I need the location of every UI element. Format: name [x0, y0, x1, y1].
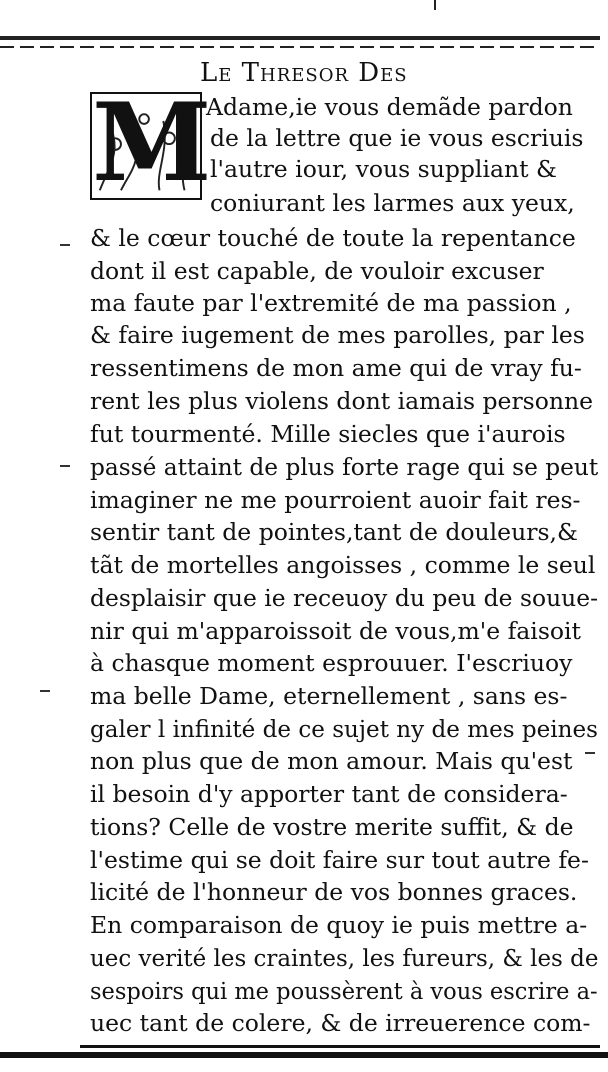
text-line: & faire iugement de mes parolles, par les: [90, 321, 585, 349]
margin-mark: [585, 752, 595, 754]
text-line: uec tant de colere, & de irreuerence com-: [90, 1009, 591, 1037]
text-line: licité de l'honneur de vos bonnes graces.: [90, 878, 578, 906]
text-line: dont il est capable, de vouloir excuser: [90, 257, 544, 285]
text-line: coniurant les larmes aux yeux,: [210, 189, 575, 217]
bottom-border-thin: [80, 1045, 600, 1048]
text-line: fut tourmenté. Mille siecles que i'aurois: [90, 420, 566, 448]
text-line: nir qui m'apparoissoit de vous,m'e faisoit: [90, 617, 581, 645]
text-line: il besoin d'y apporter tant de considera-: [90, 780, 568, 808]
text-line: uec verité les craintes, les fureurs, & les de: [90, 944, 599, 972]
top-edge-mark: [434, 0, 436, 10]
margin-mark: [40, 690, 50, 692]
running-header: Le Thresor Des: [200, 58, 408, 88]
top-border-rule: [0, 36, 600, 40]
text-line: non plus que de mon amour. Mais qu'est: [90, 747, 573, 775]
text-line: & le cœur touché de toute la repentance: [90, 224, 576, 252]
decorated-initial: [90, 80, 212, 206]
text-line: de la lettre que ie vous escriuis: [210, 124, 584, 152]
text-line: ma faute par l'extremité de ma passion ,: [90, 289, 572, 317]
dropcap-letter: M: [92, 80, 212, 206]
text-line: galer l infinité de ce sujet ny de mes peines: [90, 715, 598, 743]
text-line: l'autre iour, vous suppliant &: [210, 155, 557, 183]
text-line: sespoirs qui me poussèrent à vous escrire a-: [90, 977, 598, 1005]
text-line: l'estime qui se doit faire sur tout autre fe-: [90, 846, 589, 874]
text-line: tions? Celle de vostre merite suffit, & de: [90, 813, 574, 841]
text-line: rent les plus violens dont iamais personne: [90, 387, 594, 415]
top-border-dashes: [0, 46, 600, 48]
text-line: à chasque moment esprouuer. I'escriuoy: [90, 649, 573, 677]
text-line: desplaisir que ie receuoy du peu de souue-: [90, 584, 598, 612]
text-line: sentir tant de pointes,tant de douleurs,&: [90, 518, 578, 546]
text-line: imaginer ne me pourroient auoir fait res-: [90, 486, 581, 514]
text-line: tãt de mortelles angoisses , comme le seul: [90, 551, 596, 579]
text-line: ressentimens de mon ame qui de vray fu-: [90, 354, 582, 382]
text-line: Adame,ie vous demãde pardon: [206, 93, 573, 121]
margin-mark: [60, 465, 70, 467]
text-line: ma belle Dame, eternellement , sans es-: [90, 682, 568, 710]
bottom-border-rule: [0, 1052, 608, 1058]
text-line: En comparaison de quoy ie puis mettre a-: [90, 911, 588, 939]
margin-mark: [60, 244, 70, 246]
text-line: passé attaint de plus forte rage qui se peut: [90, 453, 599, 481]
